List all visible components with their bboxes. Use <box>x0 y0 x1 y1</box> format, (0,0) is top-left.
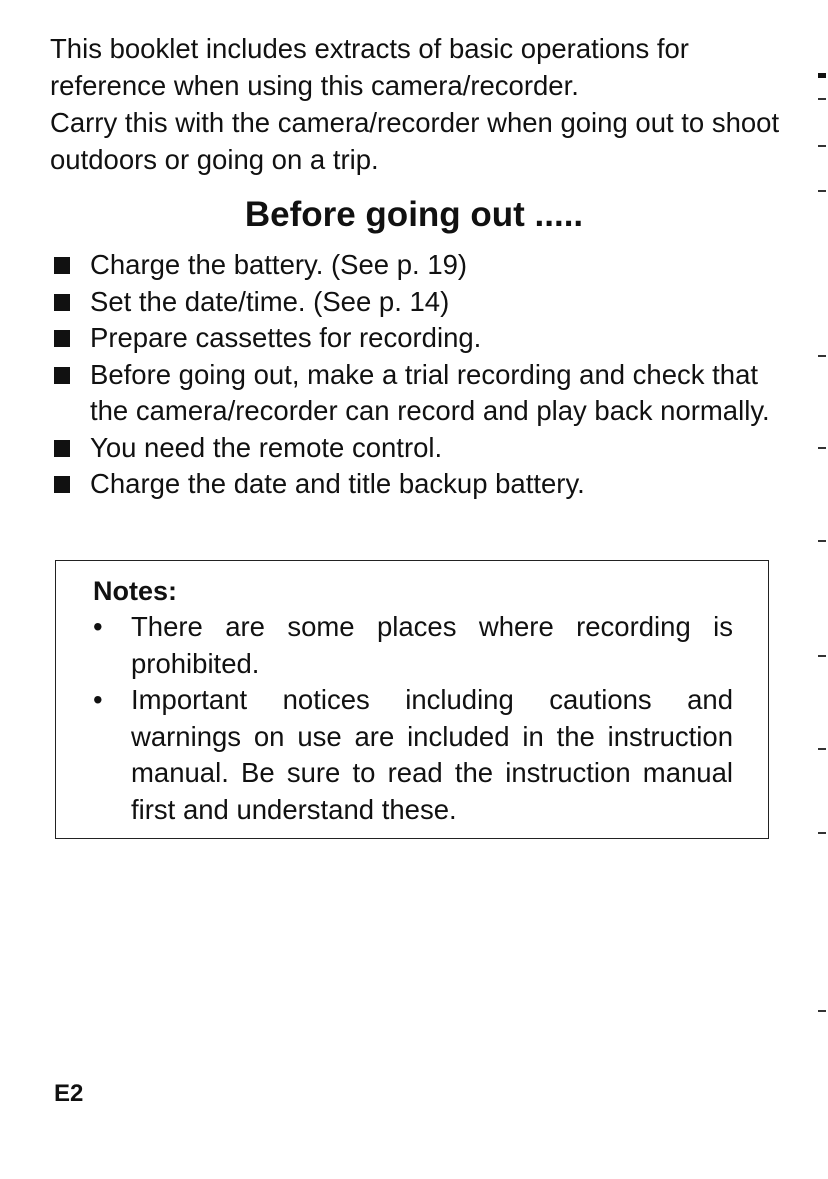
edge-mark <box>818 145 826 147</box>
note-item <box>93 682 733 828</box>
edge-mark <box>818 832 826 834</box>
intro-paragraph-2: Carry this with the camera/recorder when going out to shoot outdoors or going on a trip. <box>50 107 780 175</box>
page-edge-marks <box>816 0 828 1179</box>
dot-bullet-icon: • <box>93 684 103 715</box>
square-bullet-icon <box>54 294 70 311</box>
page-number: E2 <box>54 1080 84 1107</box>
checklist-item-text: Charge the date and title backup battery. <box>90 468 585 499</box>
checklist-item <box>52 320 782 357</box>
checklist-item <box>52 247 782 284</box>
intro-paragraph-1: This booklet includes extracts of basic operations for reference when using this camera/recorder. <box>50 33 689 101</box>
checklist-item-text: Before going out, make a trial recording and check that the camera/recorder can record and play back normally. <box>90 358 770 426</box>
edge-mark <box>818 355 826 357</box>
square-bullet-icon <box>54 330 70 347</box>
square-bullet-icon <box>54 257 70 274</box>
checklist <box>52 247 782 503</box>
checklist-item-text: Prepare cassettes for recording. <box>90 322 482 353</box>
note-item <box>93 609 733 682</box>
note-item-text: There are some places where recording is prohibited. <box>131 611 733 679</box>
square-bullet-icon <box>54 476 70 493</box>
edge-mark <box>818 190 826 192</box>
square-bullet-icon <box>54 367 70 384</box>
edge-mark <box>818 1010 826 1012</box>
notes-title: Notes: <box>93 576 178 606</box>
checklist-item <box>52 284 782 321</box>
checklist-item-text: You need the remote control. <box>90 431 443 463</box>
edge-mark <box>818 98 826 100</box>
edge-mark <box>818 655 826 657</box>
edge-mark <box>818 748 826 750</box>
checklist-item <box>52 466 782 503</box>
checklist-item <box>52 357 782 430</box>
checklist-item <box>52 430 782 467</box>
intro-text <box>50 30 780 178</box>
square-bullet-icon <box>54 440 70 457</box>
checklist-item-text: Charge the battery. (See p. 19) <box>90 249 468 280</box>
edge-mark <box>818 447 826 449</box>
checklist-item-text: Set the date/time. (See p. 14) <box>90 285 450 317</box>
note-item-text: Important notices including cautions and warnings on use are included in the instruction manual. Be sure to read the instruction manual first and understand these. <box>131 684 733 825</box>
section-heading: Before going out ..... <box>244 195 584 234</box>
notes-list <box>93 609 733 828</box>
notes-box <box>55 560 769 839</box>
edge-mark <box>818 73 826 78</box>
edge-mark <box>818 540 826 542</box>
dot-bullet-icon: • <box>93 611 103 642</box>
